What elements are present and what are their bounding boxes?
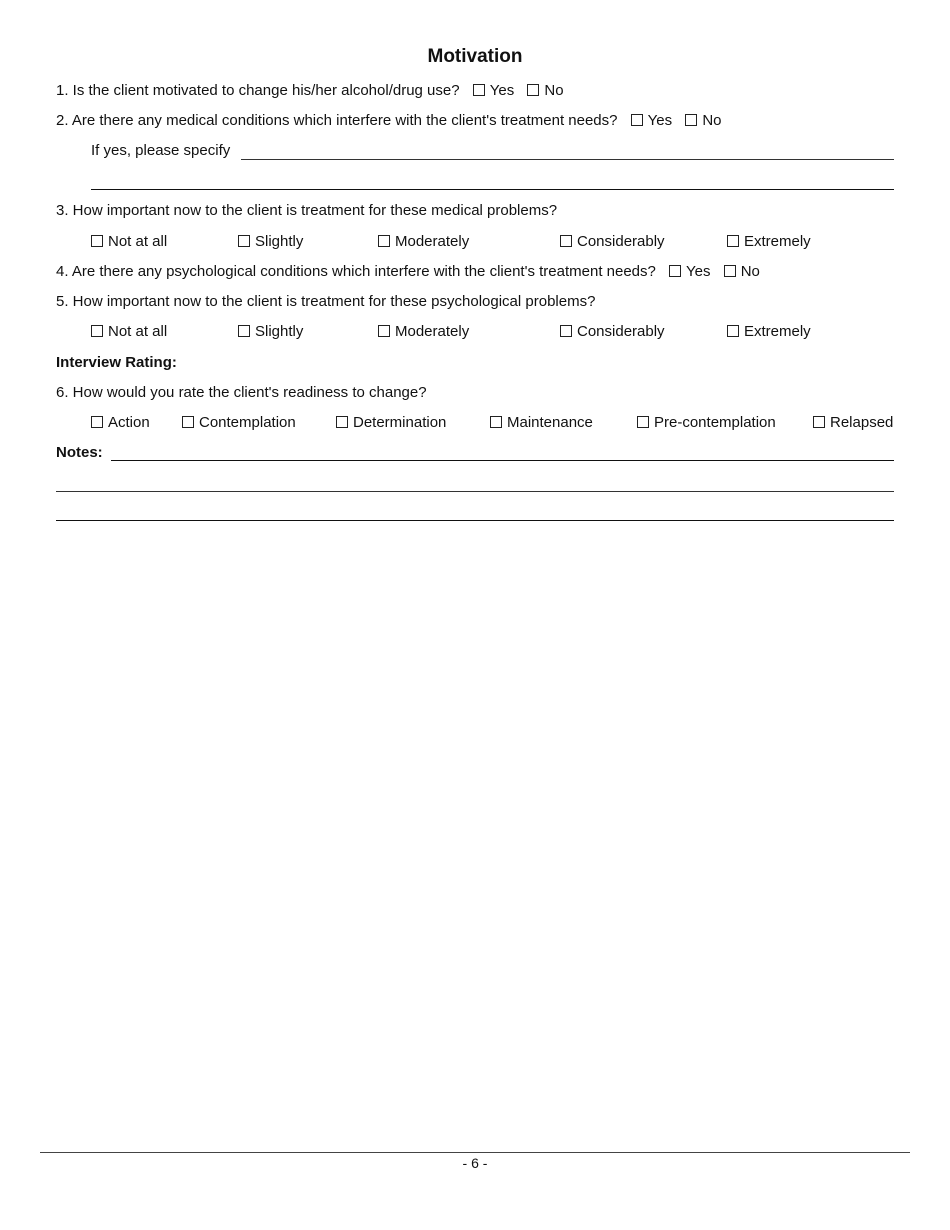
q5-option-slightly[interactable]: Slightly: [238, 322, 303, 342]
checkbox-icon[interactable]: [727, 325, 739, 337]
page-title: Motivation: [427, 46, 523, 67]
specify-input-line-2[interactable]: [91, 189, 894, 190]
question-6-text: 6. How would you rate the client's readiness to change?: [56, 384, 427, 401]
question-4: [56, 262, 760, 282]
q4-no-option[interactable]: No: [724, 263, 760, 280]
q5-option-not-at-all[interactable]: Not at all: [91, 322, 167, 342]
checkbox-icon[interactable]: [336, 416, 348, 428]
q3-option-not-at-all[interactable]: Not at all: [91, 232, 167, 252]
q6-option-contemplation[interactable]: Contemplation: [182, 413, 296, 433]
checkbox-icon[interactable]: [91, 416, 103, 428]
notes-input-line-1[interactable]: [111, 460, 894, 461]
interview-rating-heading: Interview Rating:: [56, 354, 177, 371]
q6-option-relapsed[interactable]: Relapsed: [813, 413, 893, 433]
question-2: [56, 111, 722, 131]
checkbox-icon[interactable]: [727, 235, 739, 247]
specify-label: If yes, please specify: [91, 142, 231, 159]
q3-option-slightly[interactable]: Slightly: [238, 232, 303, 252]
footer-divider: [40, 1152, 910, 1153]
q5-option-considerably[interactable]: Considerably: [560, 322, 665, 342]
checkbox-icon[interactable]: [473, 84, 485, 96]
question-3-text: 3. How important now to the client is treatment for these medical problems?: [56, 202, 558, 219]
q3-option-moderately[interactable]: Moderately: [378, 232, 469, 252]
q1-yes-option[interactable]: Yes: [473, 82, 514, 99]
q4-yes-option[interactable]: Yes: [669, 263, 710, 280]
checkbox-icon[interactable]: [637, 416, 649, 428]
checkbox-icon[interactable]: [560, 325, 572, 337]
q3-option-considerably[interactable]: Considerably: [560, 232, 665, 252]
q3-option-extremely[interactable]: Extremely: [727, 232, 811, 252]
q1-no-option[interactable]: No: [527, 82, 563, 99]
checkbox-icon[interactable]: [238, 325, 250, 337]
checkbox-icon[interactable]: [91, 235, 103, 247]
q5-option-moderately[interactable]: Moderately: [378, 322, 469, 342]
checkbox-icon[interactable]: [560, 235, 572, 247]
q6-option-pre-contemplation[interactable]: Pre-contemplation: [637, 413, 776, 433]
q5-option-extremely[interactable]: Extremely: [727, 322, 811, 342]
question-1-text: 1. Is the client motivated to change his/her alcohol/drug use?: [56, 82, 460, 99]
question-2-text: 2. Are there any medical conditions which interfere with the client's treatment needs?: [56, 112, 618, 129]
notes-label: Notes:: [56, 444, 103, 461]
q6-option-maintenance[interactable]: Maintenance: [490, 413, 593, 433]
checkbox-icon[interactable]: [813, 416, 825, 428]
checkbox-icon[interactable]: [182, 416, 194, 428]
checkbox-icon[interactable]: [378, 325, 390, 337]
checkbox-icon[interactable]: [631, 114, 643, 126]
q2-no-option[interactable]: No: [685, 112, 721, 129]
checkbox-icon[interactable]: [685, 114, 697, 126]
question-1: [56, 81, 564, 101]
checkbox-icon[interactable]: [378, 235, 390, 247]
notes-input-line-3[interactable]: [56, 520, 894, 521]
question-4-text: 4. Are there any psychological conditions which interfere with the client's treatment needs?: [56, 263, 656, 280]
specify-input-line-1[interactable]: [241, 159, 894, 160]
page-number: - 6 -: [462, 1155, 488, 1171]
checkbox-icon[interactable]: [91, 325, 103, 337]
notes-input-line-2[interactable]: [56, 491, 894, 492]
checkbox-icon[interactable]: [238, 235, 250, 247]
q6-option-action[interactable]: Action: [91, 413, 150, 433]
q2-yes-option[interactable]: Yes: [631, 112, 672, 129]
checkbox-icon[interactable]: [490, 416, 502, 428]
checkbox-icon[interactable]: [669, 265, 681, 277]
checkbox-icon[interactable]: [724, 265, 736, 277]
checkbox-icon[interactable]: [527, 84, 539, 96]
q6-option-determination[interactable]: Determination: [336, 413, 446, 433]
question-5-text: 5. How important now to the client is treatment for these psychological problems?: [56, 293, 596, 310]
